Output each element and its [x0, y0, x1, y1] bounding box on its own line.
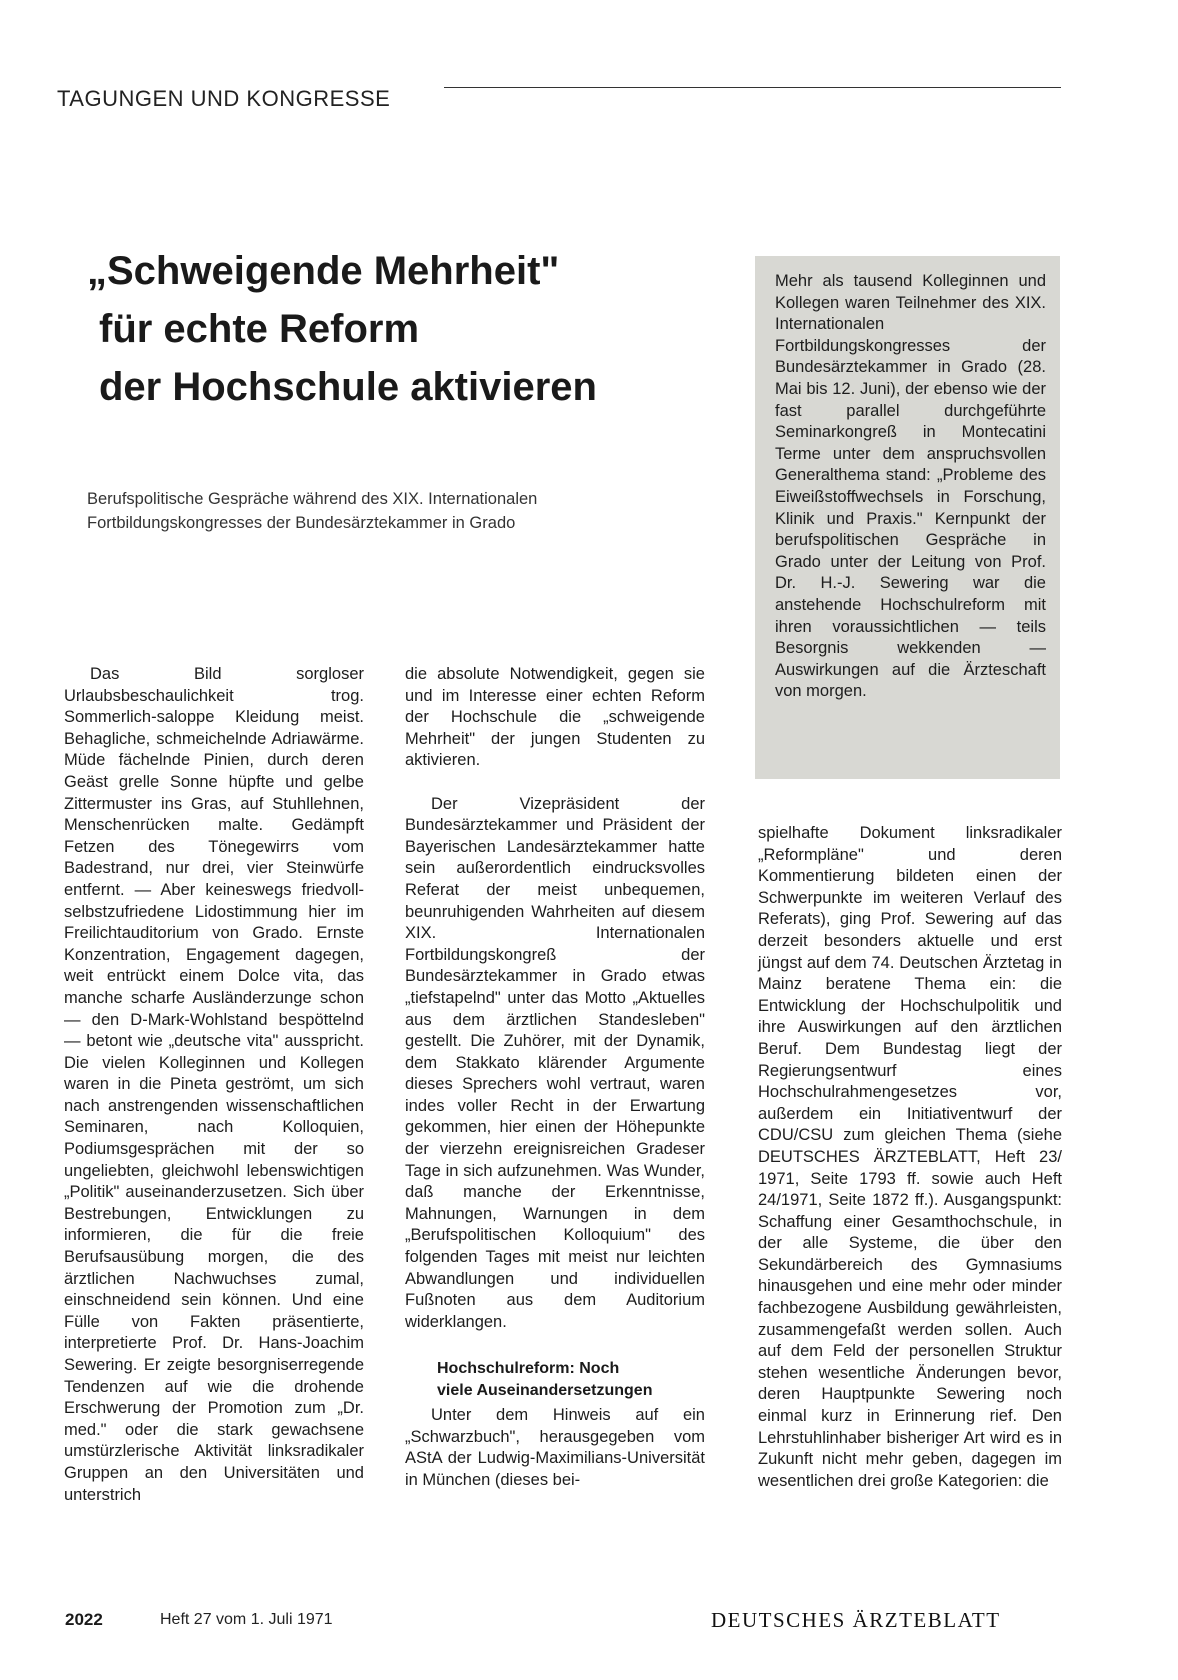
body-paragraph: die absolute Notwendigkeit, gegen sie und im Interesse einer echten Reform der Hochschule die „schweigende Mehrheit" der jungen Studenten zu aktivieren. — [405, 665, 705, 770]
body-column-2-continued — [405, 1405, 705, 1585]
headline-line-1: „Schweigende Mehrheit" — [87, 249, 560, 293]
body-paragraph: spielhafte Dokument linksradikaler „Reformpläne" und deren Kommentierung bildeten einen der Schwerpunkte im weiteren Verlauf des Referats), ging Prof. Sewering auf das derzeit besonders aktuelle und erst jüngst auf dem 74. Deutschen Ärztetag in Mainz beratene Thema ein: die Entwicklung der Hochschulpolitik und ihre Auswirkungen auf den ärztlichen Beruf. Dem Bundestag liegt der Regierungsentwurf eines Hochschulrahmengesetzes vor, außerdem ein Initiativentwurf der CDU/CSU zum gleichen Thema (siehe DEUTSCHES ÄRZTEBLATT, Heft 23/ 1971, Seite 1793 ff. sowie auch Heft 24/1971, Seite 1872 ff.). Ausgangspunkt: Schaffung einer Gesamthochschule, in der alle Systeme, die über den Sekundärbereich des Gymnasiums hinausgehen und eine mehr oder minder fachbezogene Ausbildung gewährleisten, zusammengefaßt werden sollen. Auch auf dem Feld der personellen Struktur stehen wesentliche Änderungen bevor, deren Hauptpunkte Sewering noch einmal kurz in Erinnerung rief. Den Lehrstuhlinhaber bisheriger Art wird es in Zukunft nicht mehr geben, dagegen im wesentlichen drei große Kategorien: die — [758, 824, 1062, 1490]
body-paragraph: Der Vizepräsident der Bundesärztekammer und Präsident der Bayerischen Landesärztekammer hatte sein außerordentlich eindrucksvolles Referat der meist unbequemen, beunruhigenden Wahrheiten auf diesem XIX. Internationalen Fortbildungskongreß der Bundesärztekammer in Grado etwas „tiefstapelnd" unter das Motto „Aktuelles aus dem ärztlichen Standesleben" gestellt. Die Zuhörer, mit der Dynamik, dem Stakkato klärender Argumente dieses Sprechers wohl vertraut, waren indes voller Recht in der Erwartung gekommen, hier einen der Höhepunkte der vierzehn ereignisreichen Gradeser Tage in sich aufzunehmen. Was Wunder, daß manche der Erkenntnisse, Mahnungen, Warnungen in dem „Berufspolitischen Kolloquium" des folgenden Tages mit meist nur leichten Abwandlungen und individuellen Fußnoten aus dem Auditorium widerklangen. — [405, 794, 705, 1331]
page-number: 2022 — [65, 1610, 103, 1629]
subtitle-line-2: Fortbildungskongresses der Bundesärztekammer in Grado — [87, 514, 516, 532]
section-label: TAGUNGEN UND KONGRESSE — [57, 86, 391, 111]
teaser-box — [755, 256, 1060, 779]
article-headline — [87, 242, 727, 416]
subtitle-line-1: Berufspolitische Gespräche während des XIX. Internationalen — [87, 490, 538, 508]
issue-info: Heft 27 vom 1. Juli 1971 — [160, 1611, 333, 1628]
body-column-1 — [64, 664, 364, 1549]
article-subtitle — [87, 487, 727, 535]
subheading-line-2: viele Auseinandersetzungen — [437, 1382, 653, 1399]
subheading-line-1: Hochschulreform: Noch — [437, 1360, 620, 1377]
headline-line-3: der Hochschule aktivieren — [99, 365, 597, 409]
body-paragraph: Das Bild sorgloser Urlaubsbeschaulichkeit trog. Sommerlich-saloppe Kleidung meist. Behagliche, schmeichelnde Adriawärme. Müde fächelnde Pinien, durch deren Geäst grelle Sonne hüpfte und gelbe Zittermuster ins Gras, auf Stuhllehnen, Menschenrücken malte. Gedämpft Fetzen des Tönegewirrs vom Badestrand, nur drei, vier Steinwürfe entfernt. — Aber keineswegs friedvoll-selbstzufriedene Lidostimmung hier im Freilichtauditorium von Grado. Ernste Konzentration, Engagement dagegen, weit entrückt einem Dolce vita, das manche scharfe Ausländerzunge schon — den D-Mark-Wohlstand bespöttelnd — betont wie „deutsche vita" ausspricht. Die vielen Kolleginnen und Kollegen waren in die Pineta geströmt, um sich nach anstrengenden wissenschaftlichen Seminaren, nach Kolloquien, Podiumsgesprächen mit der so ungeliebten, gleichwohl lebenswichtigen „Politik" auseinanderzusetzen. Sich über Bestrebungen, Entwicklungen zu informieren, die für die freie Berufsausübung morgen, die des ärztlichen Nachwuchses zumal, einschneidend sein können. Und eine Fülle von Fakten präsentierte, interpretierte Prof. Dr. Hans-Joachim Sewering. Er zeigte besorgniserregende Tendenzen auf wie die drohende Erschwerung der Promotion zum „Dr. med." oder die stark gewachsene umstürzlerische Aktivität linksradikaler Gruppen an den Universitäten und unterstrich — [64, 665, 364, 1504]
magazine-name: DEUTSCHES ÄRZTEBLATT — [711, 1608, 1001, 1632]
section-rule — [444, 87, 1061, 88]
body-column-3 — [758, 823, 1062, 1583]
section-subheading — [437, 1358, 717, 1402]
headline-line-2: für echte Reform — [99, 307, 420, 351]
body-paragraph: Unter dem Hinweis auf ein „Schwarzbuch", herausgegeben vom AStA der Ludwig-Maximilians-Universität in München (dieses bei- — [405, 1406, 705, 1489]
teaser-text: Mehr als tausend Kolleginnen und Kollegen waren Teilnehmer des XIX. Internationalen Fortbildungskongresses der Bundesärztekammer in Grado (28. Mai bis 12. Juni), der ebenso wie der fast parallel durchgeführte Seminarkongreß in Montecatini Terme unter dem anspruchsvollen Generalthema stand: „Probleme des Eiweißstoffwechsels in Forschung, Klinik und Praxis." Kernpunkt der berufspolitischen Gespräche in Grado unter der Leitung von Prof. Dr. H.-J. Sewering war die anstehende Hochschulreform mit ihren voraussichtlichen — teils Besorgnis wekkenden — Auswirkungen auf die Ärzteschaft von morgen. — [775, 272, 1046, 701]
body-column-2 — [405, 664, 705, 1364]
